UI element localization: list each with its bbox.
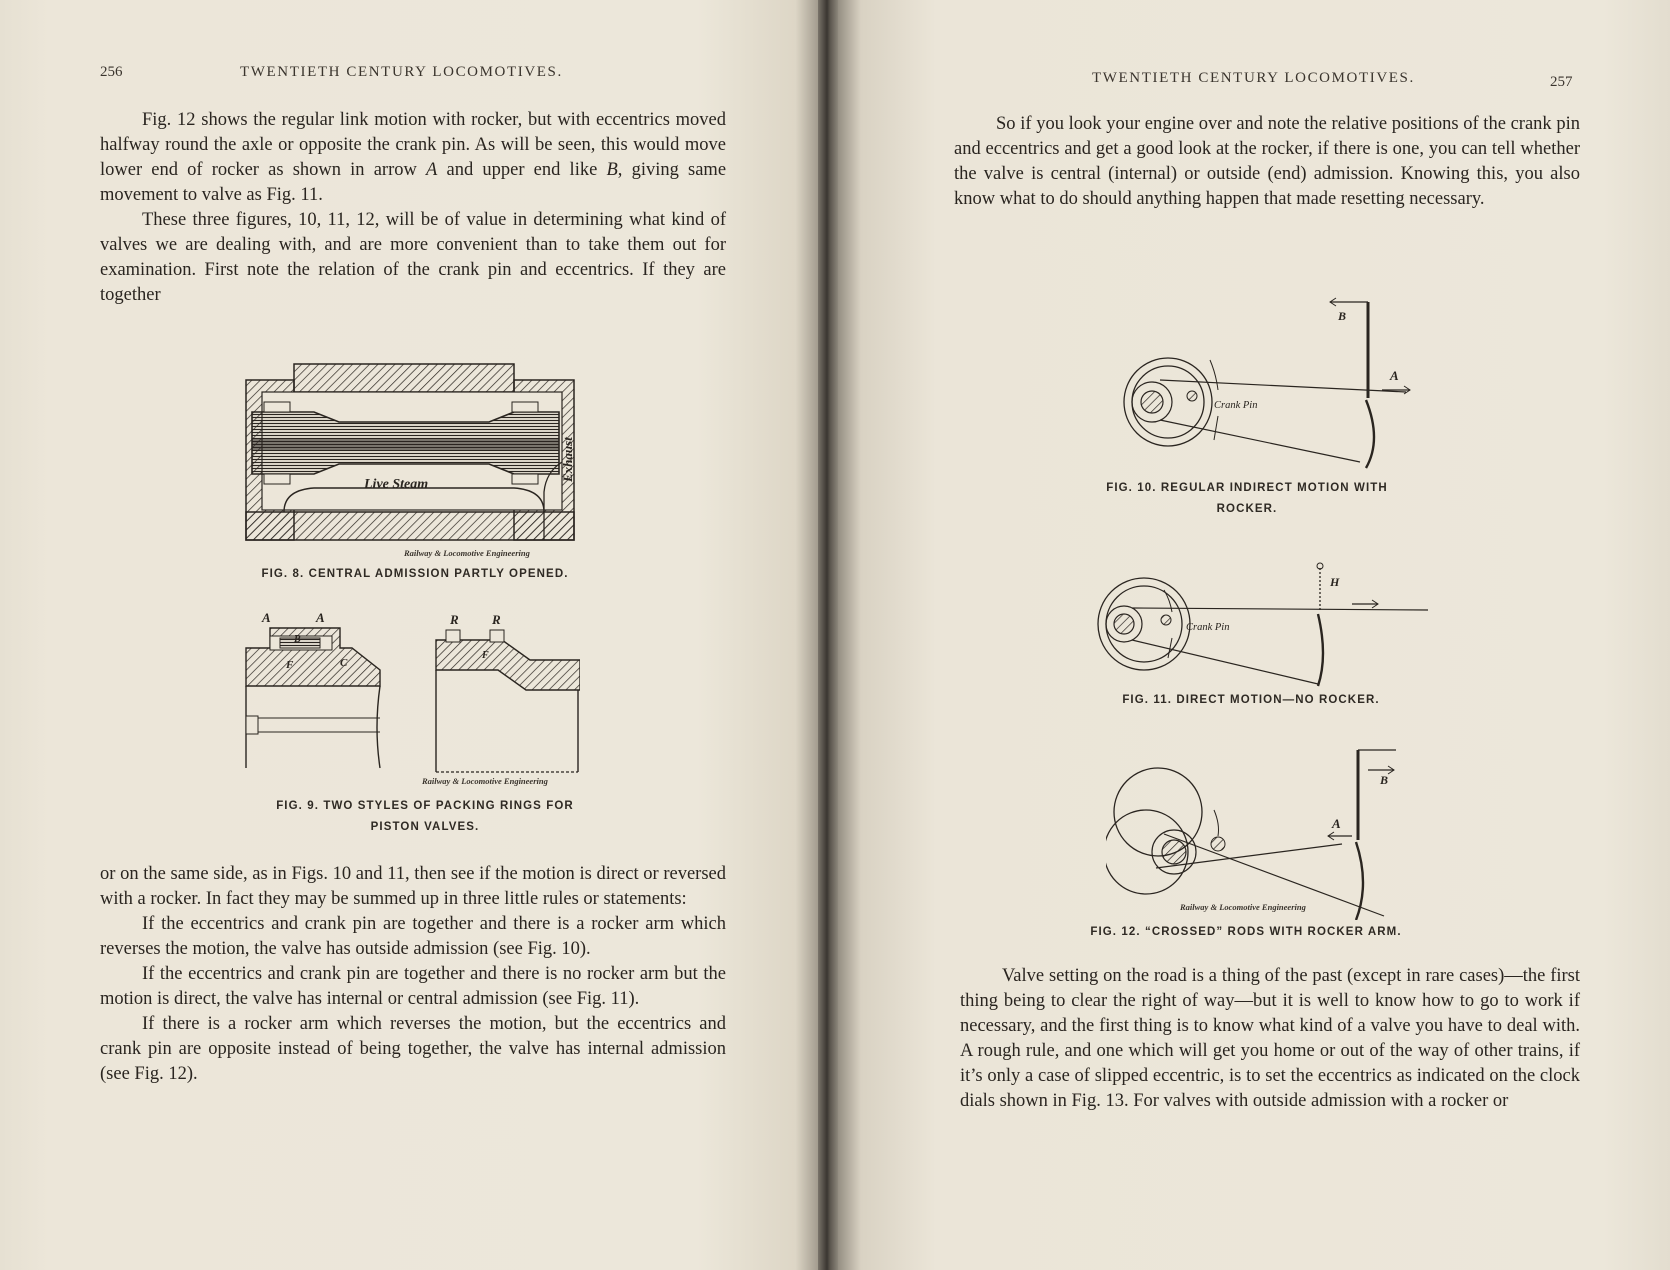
fig12-label-b: B bbox=[1380, 773, 1389, 787]
fig10-diagram bbox=[1120, 290, 1420, 470]
book-gutter bbox=[818, 0, 838, 1270]
left-running-head: TWENTIETH CENTURY LOCOMOTIVES. bbox=[240, 64, 563, 80]
fig10-caption-line2: ROCKER. bbox=[1216, 503, 1278, 515]
fig12-diagram bbox=[1106, 744, 1406, 920]
left-page bbox=[0, 0, 820, 1270]
left-text-top bbox=[100, 108, 726, 308]
left-para-3: or on the same side, as in Figs. 10 and 11, then see if the motion is direct or reversed with a rocker. In fact they may be summed up in three little rules or statements: bbox=[100, 864, 726, 909]
fig8-caption: FIG. 8. CENTRAL ADMISSION PARTLY OPENED. bbox=[261, 568, 569, 580]
left-rule-1: If the eccentrics and crank pin are together and there is a rocker arm which reverses the motion, the valve has outside admission (see Fig. 10). bbox=[100, 914, 726, 959]
left-rule-2: If the eccentrics and crank pin are together and there is no rocker arm but the motion is direct, the valve has internal or central admission (see Fig. 11). bbox=[100, 964, 726, 1009]
fig9-diagram bbox=[240, 608, 580, 778]
fig9-left-ring bbox=[246, 628, 380, 768]
fig12-label-a: A bbox=[1332, 816, 1341, 831]
fig9-right-ring bbox=[436, 630, 580, 772]
fig11-label-h: H bbox=[1330, 575, 1340, 589]
fig9-label-f: F bbox=[286, 659, 294, 671]
left-rule-3: If there is a rocker arm which reverses the motion, but the eccentrics and crank pin are opposite instead of being together, the valve has internal admission (see Fig. 12). bbox=[100, 1014, 726, 1084]
right-text-top bbox=[954, 112, 1580, 212]
fig10-label-b: B bbox=[1338, 309, 1347, 323]
left-folio: 256 bbox=[100, 64, 123, 80]
fig8-diagram bbox=[244, 362, 586, 560]
fig9-label-r2: R bbox=[492, 612, 501, 627]
fig11-diagram bbox=[1092, 560, 1432, 692]
fig9-label-b: B bbox=[294, 634, 301, 645]
left-text-bottom bbox=[100, 862, 726, 1087]
fig8-exhaust-label: Exhaust bbox=[560, 437, 575, 482]
fig9-caption bbox=[260, 796, 590, 838]
right-folio: 257 bbox=[1550, 74, 1573, 90]
fig9-caption-line1: FIG. 9. TWO STYLES OF PACKING RINGS FOR bbox=[276, 800, 574, 812]
fig9-label-c: C bbox=[340, 657, 348, 669]
fig9-caption-line2: PISTON VALVES. bbox=[370, 821, 480, 833]
fig11-label-crank: Crank Pin bbox=[1186, 622, 1230, 633]
fig10-caption bbox=[1082, 478, 1412, 520]
fig9-credit: Railway & Locomotive Engineering bbox=[422, 776, 548, 786]
right-running-head: TWENTIETH CENTURY LOCOMOTIVES. bbox=[1092, 70, 1415, 86]
fig9-label-a2: A bbox=[316, 610, 325, 625]
right-text-bottom bbox=[960, 964, 1580, 1114]
right-para-2: Valve setting on the road is a thing of the past (except in rare cases)—the first thing being to clear the right of way—but it is well to know how to go to work if necessary, and the first thing is to know what kind of a valve you have to deal with. A rough rule, and one which will get you home or out of the way of other trains, if it’s only a case of slipped eccentric, is to set the eccentrics as indicated on the clock dials shown in Fig. 13. For valves with outside admission with a rocker or bbox=[960, 966, 1580, 1111]
fig8-credit: Railway & Locomotive Engineering bbox=[404, 548, 530, 558]
fig12-credit: Railway & Locomotive Engineering bbox=[1180, 902, 1306, 912]
fig8-live-steam-label: Live Steam bbox=[364, 477, 429, 492]
fig9-label-f2: F bbox=[482, 650, 489, 661]
fig9-label-r1: R bbox=[450, 612, 459, 627]
left-para-1: Fig. 12 shows the regular link motion with rocker, but with eccentrics moved halfway round the axle or opposite the crank pin. As will be seen, this would move lower end of rocker as shown in arrow A and upper end like B, giving same movement to valve as Fig. 11. bbox=[100, 110, 727, 205]
left-para-2: These three figures, 10, 11, 12, will be of value in determining what kind of valves we are dealing with, and are more convenient than to take them out for examination. First note the relation of the crank pin and eccentrics. If they are together bbox=[100, 210, 726, 305]
fig11-caption: FIG. 11. DIRECT MOTION—NO ROCKER. bbox=[1122, 694, 1380, 706]
fig12-caption: FIG. 12. “CROSSED” RODS WITH ROCKER ARM. bbox=[1090, 926, 1402, 938]
fig9-label-a1: A bbox=[262, 610, 271, 625]
fig10-label-crank: Crank Pin bbox=[1214, 400, 1258, 411]
fig8-top-casting bbox=[294, 364, 514, 392]
fig10-caption-line1: FIG. 10. REGULAR INDIRECT MOTION WITH bbox=[1106, 482, 1388, 494]
fig10-label-a: A bbox=[1390, 368, 1399, 383]
right-page bbox=[836, 0, 1670, 1270]
right-para-1: So if you look your engine over and note the relative positions of the crank pin and eccentrics and get a good look at the rocker, if there is one, you can tell whether the valve is central (internal) or outside (end) admission. Knowing this, you also know what to do should anything happen that made resetting necessary. bbox=[954, 114, 1580, 209]
